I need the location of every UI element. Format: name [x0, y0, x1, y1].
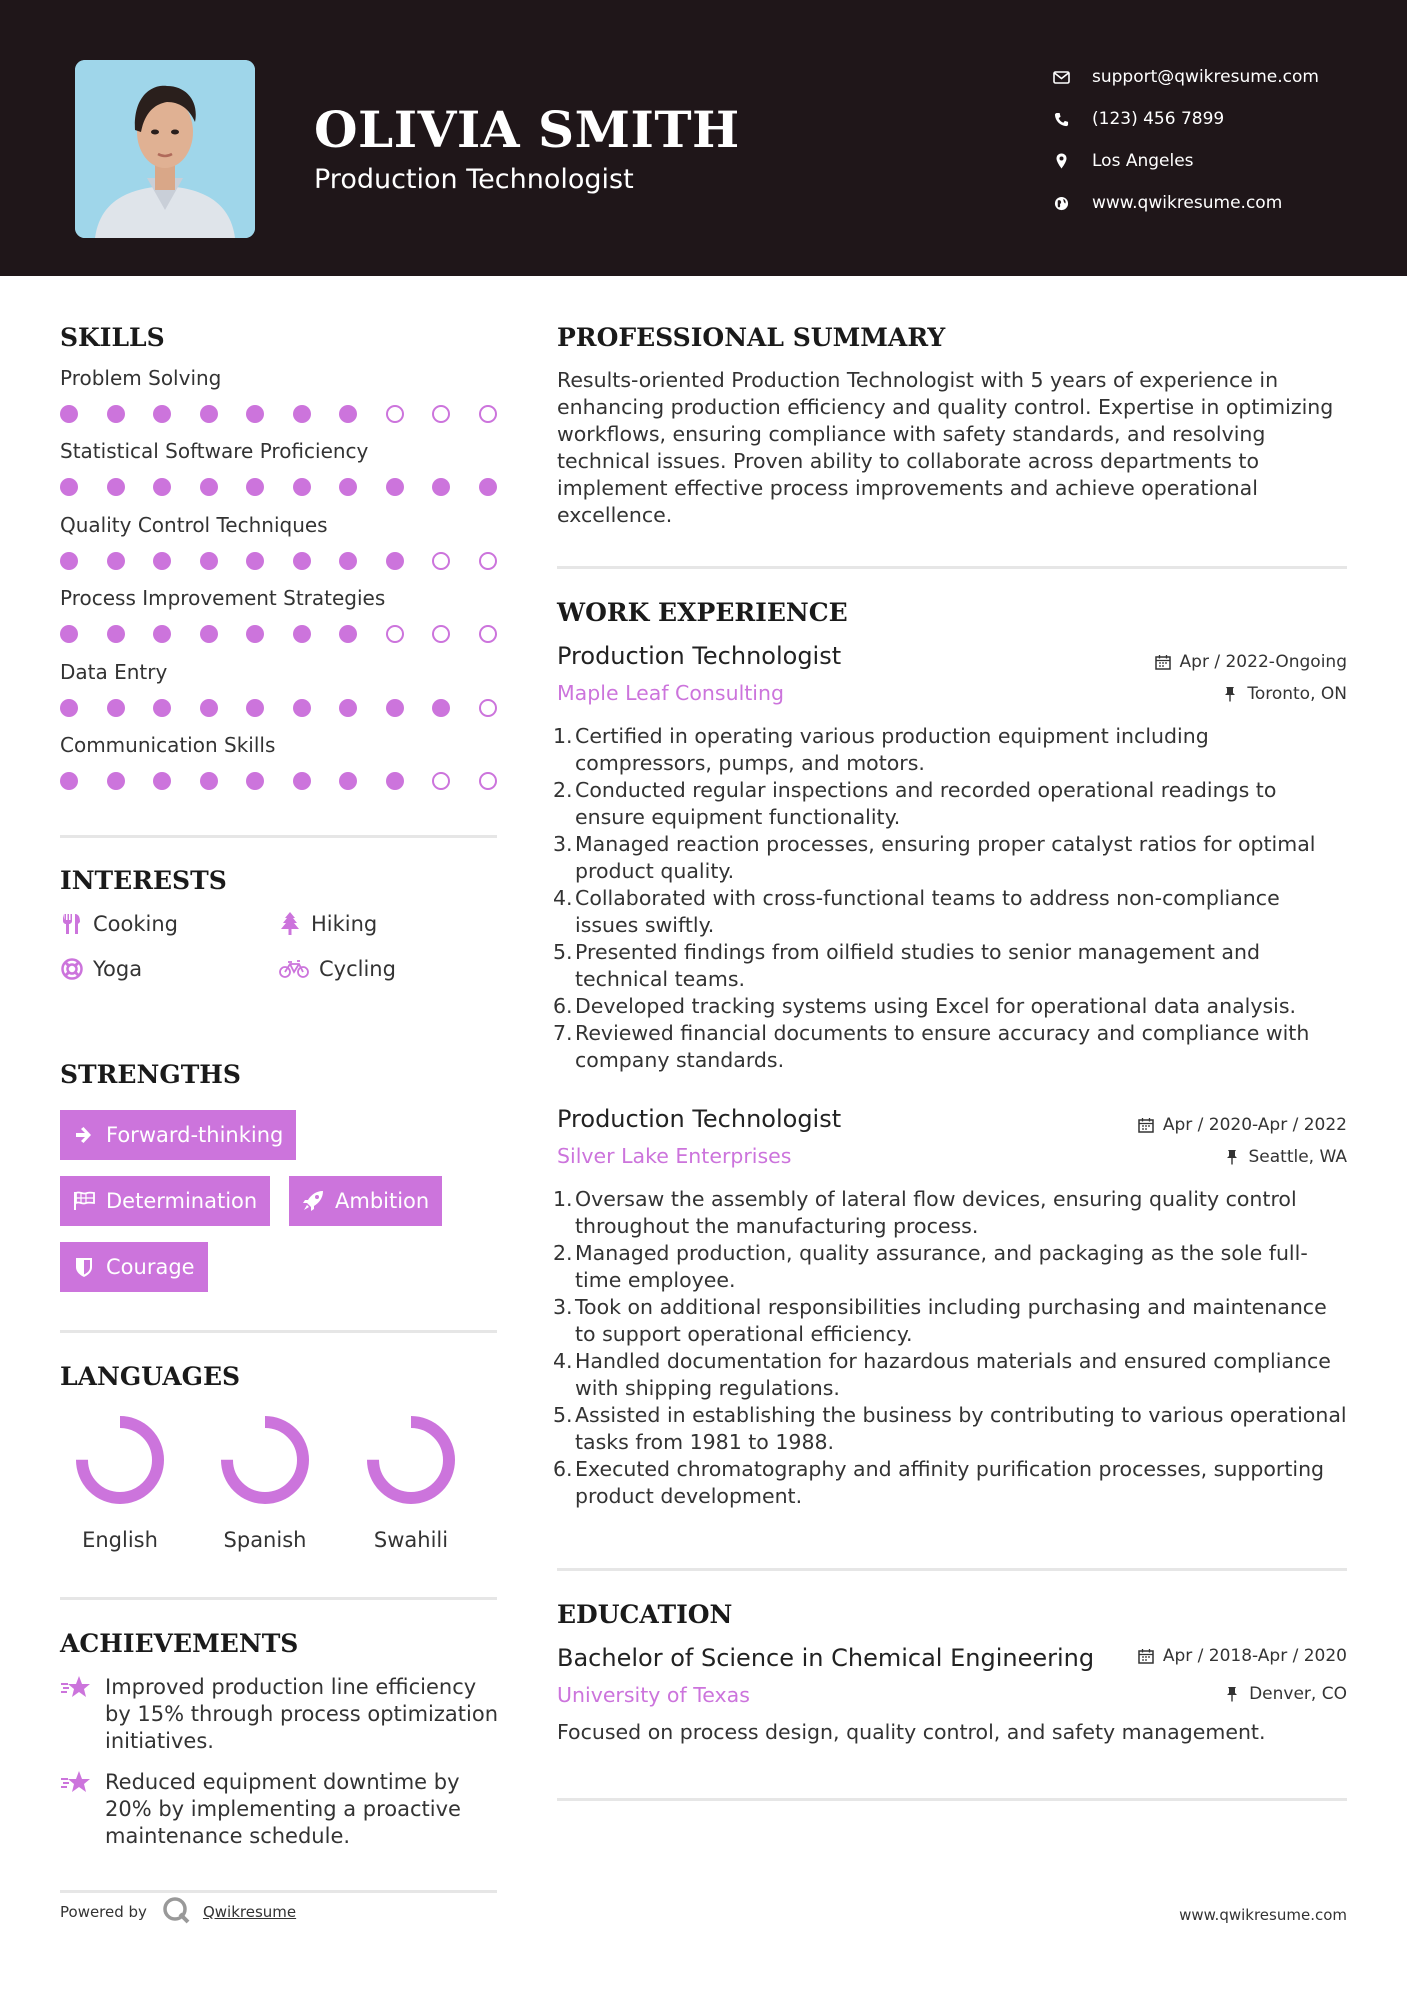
- skills-heading: SKILLS: [60, 323, 165, 352]
- rating-dot-filled: [200, 772, 218, 790]
- achievement-item: [60, 1769, 500, 1850]
- achievement-text: Improved production line efficiency by 15% through process optimization initiatives.: [105, 1675, 499, 1753]
- interest-label: Cycling: [319, 957, 396, 981]
- skill-rating: [60, 552, 525, 570]
- rating-dot-filled: [246, 405, 264, 423]
- contact-phone[interactable]: [1050, 98, 1319, 140]
- skill-rating: [60, 625, 525, 643]
- section-divider: [60, 1597, 497, 1600]
- interest-cycling: [278, 957, 396, 981]
- arrow-right-icon: [72, 1123, 96, 1147]
- rating-dot-filled: [386, 699, 404, 717]
- language-label: English: [82, 1528, 158, 1552]
- rating-dot-filled: [293, 405, 311, 423]
- achievement-item: [60, 1674, 500, 1755]
- rating-dot-filled: [479, 478, 497, 496]
- experience-heading: WORK EXPERIENCE: [557, 598, 848, 627]
- summary-text: Results-oriented Production Technologist with 5 years of experience in enhancing production efficiency and quality control. Expertise in optimizing workflows, ensuring compliance with safety standards, and resolving technical issues. Proven ability to collaborate across departments to implement effective process improvements and achieve operational excellence.: [557, 368, 1334, 527]
- phone-icon: [1050, 108, 1072, 130]
- job-bullet: 1. Certified in operating various production equipment including compressors, pumps, and motors.: [553, 724, 1209, 775]
- education-degree: Bachelor of Science in Chemical Engineering: [557, 1644, 1095, 1672]
- strength-label: Determination: [106, 1189, 258, 1213]
- skill-rating: [60, 478, 525, 496]
- rating-dot-filled: [107, 699, 125, 717]
- education-heading: EDUCATION: [557, 1600, 733, 1629]
- contact-list: [1050, 56, 1319, 224]
- footer-website[interactable]: www.qwikresume.com: [1179, 1906, 1347, 1924]
- rating-dot-empty: [386, 625, 404, 643]
- rating-dot-filled: [386, 552, 404, 570]
- section-divider: [557, 1798, 1347, 1801]
- job-location: [1223, 1147, 1348, 1167]
- rating-dot-filled: [293, 625, 311, 643]
- job-bullets: [553, 1186, 1348, 1510]
- rating-dot-filled: [200, 552, 218, 570]
- summary-heading: PROFESSIONAL SUMMARY: [557, 323, 946, 352]
- strength-tag-courage: [60, 1242, 208, 1292]
- interest-yoga: [60, 957, 142, 981]
- job-date-text: Apr / 2022-Ongoing: [1179, 652, 1347, 672]
- contact-email[interactable]: [1050, 56, 1319, 98]
- contact-location-text: Los Angeles: [1092, 151, 1194, 171]
- rating-dot-filled: [339, 405, 357, 423]
- job-bullet: 3. Took on additional responsibilities including purchasing and maintenance to support operational efficiency.: [553, 1295, 1327, 1346]
- rating-dot-filled: [107, 478, 125, 496]
- rating-dot-filled: [153, 772, 171, 790]
- job-title: Production Technologist: [557, 1105, 842, 1133]
- section-divider: [60, 835, 497, 838]
- rating-dot-filled: [293, 699, 311, 717]
- star-icon: [60, 1769, 92, 1799]
- flag-icon: [72, 1189, 96, 1213]
- job-bullet: 1. Oversaw the assembly of lateral flow devices, ensuring quality control throughout the manufacturing process.: [553, 1187, 1297, 1238]
- achievements-heading: ACHIEVEMENTS: [60, 1629, 299, 1658]
- rating-dot-filled: [386, 478, 404, 496]
- rating-dot-filled: [153, 699, 171, 717]
- rating-dot-filled: [246, 625, 264, 643]
- language-proficiency-ring: [70, 1410, 170, 1510]
- skill-name: Data Entry: [60, 659, 168, 684]
- rating-dot-filled: [293, 552, 311, 570]
- strengths-heading: STRENGTHS: [60, 1060, 241, 1089]
- language-label: Spanish: [223, 1528, 307, 1552]
- job-bullet: 4. Collaborated with cross-functional teams to address non-compliance issues swiftly.: [553, 886, 1280, 937]
- qwikresume-link[interactable]: Qwikresume: [202, 1903, 297, 1921]
- education-date-text: Apr / 2018-Apr / 2020: [1162, 1646, 1347, 1666]
- rating-dot-empty: [479, 772, 497, 790]
- language-label: Swahili: [373, 1528, 449, 1552]
- qwikresume-logo-icon: [161, 1895, 191, 1929]
- rating-dot-filled: [432, 478, 450, 496]
- lifebuoy-icon: [60, 957, 84, 981]
- education-description: Focused on process design, quality control, and safety management.: [557, 1720, 1266, 1744]
- rating-dot-filled: [153, 552, 171, 570]
- education-location: [1223, 1684, 1347, 1704]
- contact-email-text: support@qwikresume.com: [1092, 67, 1319, 87]
- rating-dot-filled: [339, 552, 357, 570]
- interest-hiking: [278, 912, 377, 936]
- rating-dot-filled: [339, 699, 357, 717]
- language-swahili: [356, 1410, 466, 1552]
- language-spanish: [210, 1410, 320, 1552]
- footer-powered-by: [60, 1895, 296, 1929]
- rating-dot-filled: [107, 772, 125, 790]
- job-location-text: Toronto, ON: [1247, 684, 1347, 704]
- strength-label: Ambition: [335, 1189, 430, 1213]
- contact-location: [1050, 140, 1319, 182]
- rating-dot-empty: [479, 699, 497, 717]
- rating-dot-filled: [60, 625, 78, 643]
- pushpin-icon: [1221, 685, 1239, 703]
- rating-dot-filled: [153, 405, 171, 423]
- job-location-text: Seattle, WA: [1248, 1147, 1347, 1167]
- interest-cooking: [60, 912, 178, 936]
- contact-phone-text: (123) 456 7899: [1092, 109, 1225, 129]
- calendar-icon: [1154, 653, 1172, 671]
- rating-dot-empty: [432, 625, 450, 643]
- star-icon: [60, 1674, 92, 1704]
- skill-rating: [60, 699, 525, 717]
- interest-label: Hiking: [311, 912, 378, 936]
- rating-dot-filled: [60, 478, 78, 496]
- job-bullet: 5. Presented findings from oilfield studies to senior management and technical teams.: [553, 940, 1260, 991]
- interests-heading: INTERESTS: [60, 866, 227, 895]
- utensils-icon: [60, 912, 84, 936]
- skill-name: Communication Skills: [60, 733, 276, 757]
- strength-tag-determination: [60, 1176, 270, 1226]
- language-proficiency-ring: [215, 1410, 315, 1510]
- job-location: [1221, 684, 1347, 704]
- rating-dot-filled: [107, 405, 125, 423]
- rating-dot-filled: [60, 552, 78, 570]
- job-bullet: 3. Managed reaction processes, ensuring proper catalyst ratios for optimal product quality.: [553, 832, 1316, 883]
- rating-dot-filled: [200, 405, 218, 423]
- bicycle-icon: [278, 957, 310, 981]
- envelope-icon: [1050, 66, 1072, 88]
- rating-dot-empty: [479, 625, 497, 643]
- section-divider: [60, 1330, 497, 1333]
- rating-dot-filled: [153, 478, 171, 496]
- rating-dot-filled: [60, 772, 78, 790]
- rating-dot-filled: [246, 772, 264, 790]
- achievement-text: Reduced equipment downtime by 20% by implementing a proactive maintenance schedule.: [105, 1770, 461, 1848]
- job-title: Production Technologist: [557, 642, 842, 670]
- language-ring-arc: [82, 1422, 158, 1498]
- rating-dot-filled: [200, 625, 218, 643]
- rating-dot-filled: [60, 699, 78, 717]
- rating-dot-filled: [339, 478, 357, 496]
- job-bullet: 6. Developed tracking systems using Excel for operational data analysis.: [553, 994, 1297, 1018]
- interest-label: Cooking: [93, 912, 178, 936]
- strength-label: Courage: [106, 1255, 195, 1279]
- rating-dot-filled: [246, 478, 264, 496]
- skill-name: Statistical Software Proficiency: [60, 439, 369, 464]
- rocket-icon: [301, 1189, 325, 1213]
- job-bullets: [553, 723, 1348, 1074]
- job-bullet: 2. Managed production, quality assurance, and packaging as the sole full-time employee.: [553, 1241, 1308, 1292]
- candidate-title: Production Technologist: [314, 164, 634, 195]
- job-date: [1137, 1115, 1347, 1135]
- rating-dot-empty: [479, 552, 497, 570]
- rating-dot-empty: [479, 405, 497, 423]
- map-pin-icon: [1050, 150, 1072, 172]
- job-bullet: 4. Handled documentation for hazardous materials and ensured compliance with shipping regulations.: [553, 1349, 1331, 1400]
- language-ring-arc: [227, 1422, 303, 1498]
- rating-dot-filled: [200, 478, 218, 496]
- strength-tag-ambition: [289, 1176, 442, 1226]
- skill-rating: [60, 405, 525, 423]
- shield-icon: [72, 1255, 96, 1279]
- strength-label: Forward-thinking: [106, 1123, 284, 1147]
- powered-by-text: Powered by: [60, 1903, 147, 1921]
- section-divider: [60, 1890, 497, 1893]
- rating-dot-filled: [386, 772, 404, 790]
- rating-dot-filled: [293, 772, 311, 790]
- language-proficiency-ring: [361, 1410, 461, 1510]
- skill-name: Quality Control Techniques: [60, 512, 328, 537]
- education-school: University of Texas: [557, 1683, 750, 1707]
- rating-dot-empty: [432, 552, 450, 570]
- rating-dot-filled: [246, 699, 264, 717]
- calendar-icon: [1137, 1647, 1155, 1665]
- job-company: Maple Leaf Consulting: [557, 681, 785, 705]
- pushpin-icon: [1223, 1148, 1241, 1166]
- rating-dot-filled: [339, 772, 357, 790]
- languages-heading: LANGUAGES: [60, 1362, 241, 1391]
- job-bullet: 5. Assisted in establishing the business by contributing to various operational tasks from 1981 to 1988.: [553, 1403, 1347, 1454]
- tree-icon: [278, 912, 302, 936]
- job-date-text: Apr / 2020-Apr / 2022: [1162, 1115, 1347, 1135]
- rating-dot-filled: [153, 625, 171, 643]
- strength-tag-forward-thinking: [60, 1110, 296, 1160]
- contact-website[interactable]: [1050, 182, 1319, 224]
- interest-label: Yoga: [93, 957, 143, 981]
- education-location-text: Denver, CO: [1249, 1684, 1347, 1704]
- globe-icon: [1050, 192, 1072, 214]
- skill-rating: [60, 772, 525, 790]
- rating-dot-empty: [432, 405, 450, 423]
- rating-dot-filled: [107, 625, 125, 643]
- rating-dot-filled: [200, 699, 218, 717]
- language-ring-arc: [373, 1422, 449, 1498]
- rating-dot-filled: [293, 478, 311, 496]
- rating-dot-filled: [246, 552, 264, 570]
- rating-dot-filled: [339, 625, 357, 643]
- candidate-name: OLIVIA SMITH: [314, 100, 740, 159]
- job-bullet: 7. Reviewed financial documents to ensure accuracy and compliance with company standards.: [553, 1021, 1310, 1072]
- education-date: [1137, 1646, 1347, 1666]
- rating-dot-empty: [432, 772, 450, 790]
- rating-dot-empty: [386, 405, 404, 423]
- rating-dot-filled: [107, 552, 125, 570]
- job-date: [1154, 652, 1347, 672]
- profile-photo: [75, 60, 255, 238]
- section-divider: [557, 566, 1347, 569]
- section-divider: [557, 1568, 1347, 1571]
- pushpin-icon: [1223, 1685, 1241, 1703]
- contact-website-text: www.qwikresume.com: [1092, 193, 1283, 213]
- resume-header: [0, 0, 1407, 276]
- language-english: [65, 1410, 175, 1552]
- rating-dot-filled: [60, 405, 78, 423]
- job-bullet: 2. Conducted regular inspections and recorded operational readings to ensure equipment functionality.: [553, 778, 1277, 829]
- calendar-icon: [1137, 1116, 1155, 1134]
- rating-dot-filled: [432, 699, 450, 717]
- skill-name: Problem Solving: [60, 366, 222, 390]
- job-bullet: 6. Executed chromatography and affinity purification processes, supporting product development.: [553, 1457, 1325, 1508]
- skill-name: Process Improvement Strategies: [60, 586, 386, 611]
- job-company: Silver Lake Enterprises: [557, 1144, 792, 1168]
